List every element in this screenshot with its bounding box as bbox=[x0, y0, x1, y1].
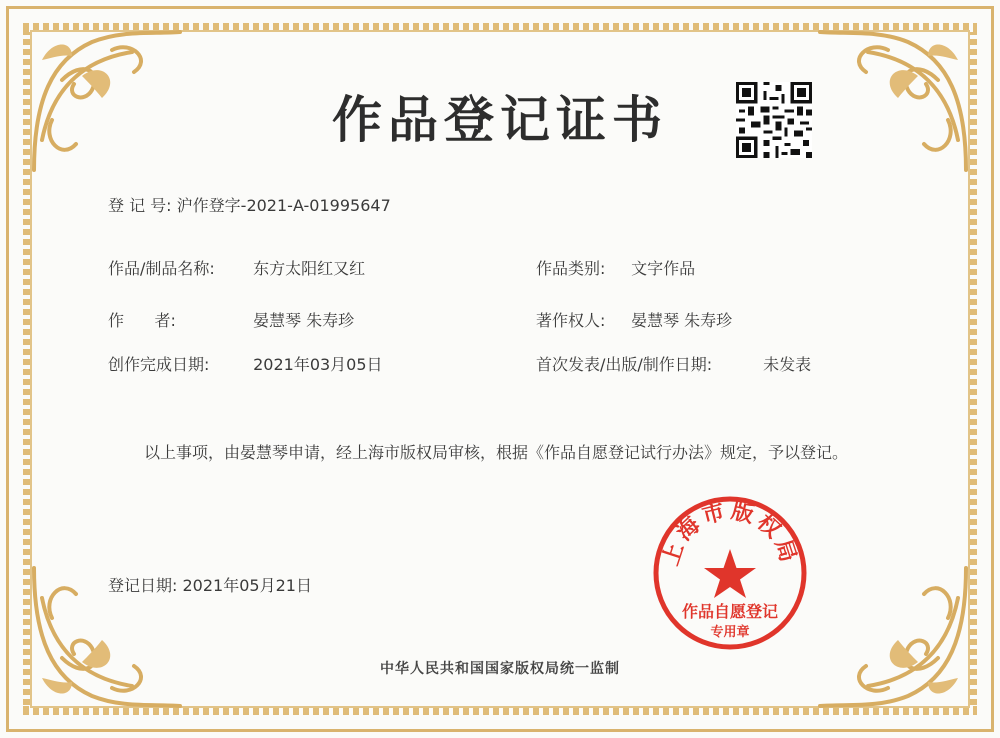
work-category-label: 作品类别: bbox=[536, 259, 606, 278]
statement-paragraph: 以上事项，由晏慧琴申请，经上海市版权局审核，根据《作品自愿登记试行办法》规定，予以登记。 bbox=[144, 443, 849, 462]
registration-date-value: 2021年05月21日 bbox=[182, 576, 312, 595]
registration-date-label: 登记日期: bbox=[108, 576, 178, 595]
footer-issuer: 中华人民共和国国家版权局统一监制 bbox=[380, 661, 620, 677]
copyright-owner-value: 晏慧琴 朱寿珍 bbox=[631, 311, 733, 330]
official-seal bbox=[650, 493, 810, 653]
creation-date-label: 创作完成日期: bbox=[108, 355, 210, 374]
work-name-label: 作品/制品名称: bbox=[108, 259, 215, 278]
author-value: 晏慧琴 朱寿珍 bbox=[253, 311, 355, 330]
seal-star-icon bbox=[704, 549, 756, 598]
seal-line1: 作品自愿登记 bbox=[681, 602, 779, 621]
registration-date bbox=[108, 573, 312, 596]
author-label: 作 者: bbox=[108, 311, 176, 330]
author bbox=[108, 308, 354, 331]
qr-code-icon[interactable] bbox=[736, 82, 812, 158]
publication-date bbox=[536, 352, 811, 375]
copyright-owner bbox=[536, 308, 732, 331]
seal-line2: 专用章 bbox=[710, 625, 750, 640]
work-name-value: 东方太阳红又红 bbox=[253, 259, 366, 278]
corner-ornament bbox=[808, 548, 978, 718]
publication-date-label: 首次发表/出版/制作日期: bbox=[536, 355, 713, 374]
registration-no-label: 登 记 号: bbox=[108, 196, 172, 215]
creation-date bbox=[108, 352, 383, 375]
work-category bbox=[536, 256, 695, 279]
registration-no bbox=[108, 193, 391, 216]
certificate-title: 作品登记证书 bbox=[332, 90, 668, 149]
work-category-value: 文字作品 bbox=[631, 259, 696, 278]
publication-date-value: 未发表 bbox=[763, 355, 812, 374]
creation-date-value: 2021年03月05日 bbox=[253, 355, 383, 374]
registration-no-value: 沪作登字-2021-A-01995647 bbox=[176, 196, 391, 215]
copyright-owner-label: 著作权人: bbox=[536, 311, 606, 330]
seal-top-text: 上海市版权局 bbox=[657, 497, 803, 569]
work-name bbox=[108, 256, 365, 279]
